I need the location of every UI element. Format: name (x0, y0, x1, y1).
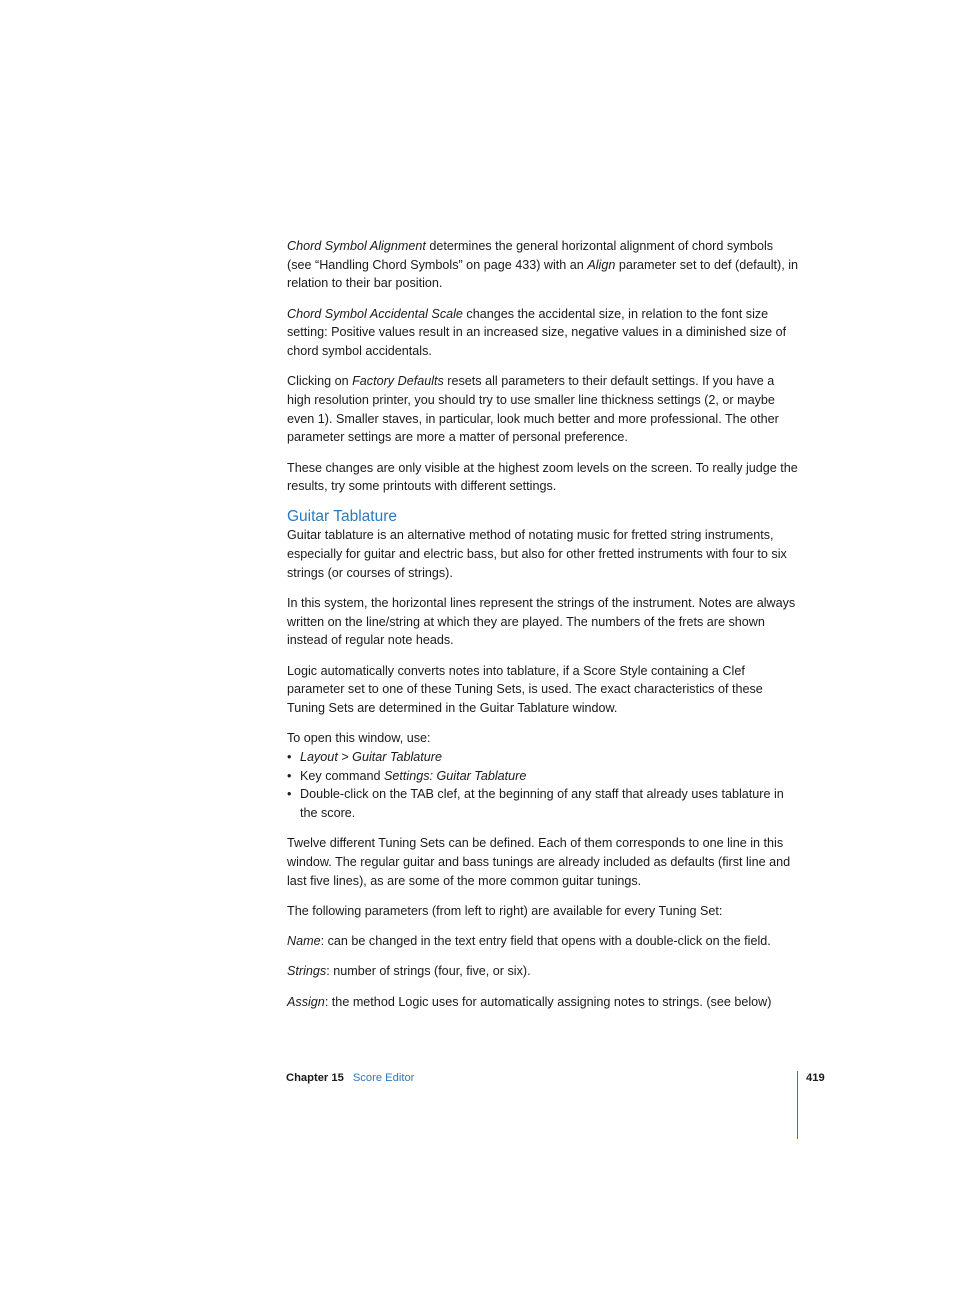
open-window-list (287, 748, 799, 823)
list-item (287, 767, 799, 786)
list-item-text: Key command (300, 768, 384, 783)
paragraph-text: changes the accidental size, in relation to the font size setting: Positive values result in an increased size, negative values in a diminished size of chord symbol accidentals. (287, 306, 787, 359)
footer-section-link[interactable]: Score Editor (352, 1072, 415, 1084)
term-name: Name (287, 934, 321, 949)
list-item-text: Double-click on the TAB clef, at the beginning of any staff that already uses tablature in the score. (300, 787, 784, 821)
paragraph-param-assign (287, 993, 799, 1012)
term-strings: Strings (287, 964, 327, 979)
paragraph-tablature-intro: Guitar tablature is an alternative method of notating music for fretted string instruments, especially for guitar and electric bass, but also for other fretted instruments with four to six strings (or courses of strings). (287, 528, 787, 580)
paragraph-text: parameter set to def (default), in relation to their bar position. (287, 257, 799, 291)
paragraph-param-name (287, 932, 799, 951)
term-accidental-scale: Chord Symbol Accidental Scale (287, 306, 463, 321)
section-heading-guitar-tablature: Guitar Tablature (287, 508, 397, 526)
paragraph-text: : number of strings (four, five, or six). (326, 964, 531, 979)
paragraph-tablature-system: In this system, the horizontal lines represent the strings of the instrument. Notes are always written on the line/string at which they are played. The numbers of the frets are shown instead of regular note heads. (287, 596, 796, 648)
term-align: Align (587, 257, 616, 272)
paragraph-parameters-intro: The following parameters (from left to right) are available for every Tuning Set: (287, 903, 723, 918)
footer-chapter: Chapter 15 (286, 1072, 344, 1084)
list-item (287, 785, 799, 822)
paragraph-open-window: To open this window, use: (287, 731, 431, 746)
term-assign: Assign (287, 994, 325, 1009)
list-item (287, 748, 799, 767)
page-number: 419 (806, 1072, 825, 1084)
term-key-command: Settings: Guitar Tablature (384, 768, 527, 783)
paragraph-text: resets all parameters to their default settings. If you have a high resolution printer, you should try to use smaller line thickness settings (2, or maybe even 1). Smaller staves, in particular, look much better and more professional. The other parameter settings are more a matter of personal preference. (287, 374, 779, 445)
footer-divider (797, 1071, 798, 1139)
paragraph-text: : the method Logic uses for automatically assigning notes to strings. (see below) (324, 994, 772, 1009)
paragraph-zoom-levels: These changes are only visible at the highest zoom levels on the screen. To really judge the results, try some printouts with different settings. (287, 460, 798, 494)
paragraph-param-strings (287, 962, 799, 981)
page-footer (286, 1070, 414, 1086)
term-factory-defaults: Factory Defaults (352, 374, 444, 389)
paragraph-chord-symbol-alignment (287, 237, 799, 293)
term-layout-menu: Layout > Guitar Tablature (300, 749, 443, 764)
paragraph-text: determines the general horizontal alignment of chord symbols (see “Handling Chord Symbols” on page 433) with an (287, 239, 774, 272)
paragraph-factory-defaults (287, 372, 799, 447)
paragraph-text: : can be changed in the text entry field that opens with a double-click on the field. (320, 934, 771, 949)
term-chord-symbol-alignment: Chord Symbol Alignment (287, 239, 426, 253)
paragraph-text: Clicking on (287, 374, 353, 389)
paragraph-automatic-conversion: Logic automatically converts notes into tablature, if a Score Style containing a Clef parameter set to one of these Tuning Sets, is used. The exact characteristics of these Tuning Sets are determined in the Guitar Tablature window. (287, 663, 763, 716)
paragraph-tuning-sets: Twelve different Tuning Sets can be defined. Each of them corresponds to one line in this window. The regular guitar and bass tunings are already included as defaults (first line and last five lines), as are some of the more common guitar tunings. (287, 836, 791, 888)
page-body (287, 237, 799, 1023)
paragraph-accidental-scale (287, 305, 799, 361)
